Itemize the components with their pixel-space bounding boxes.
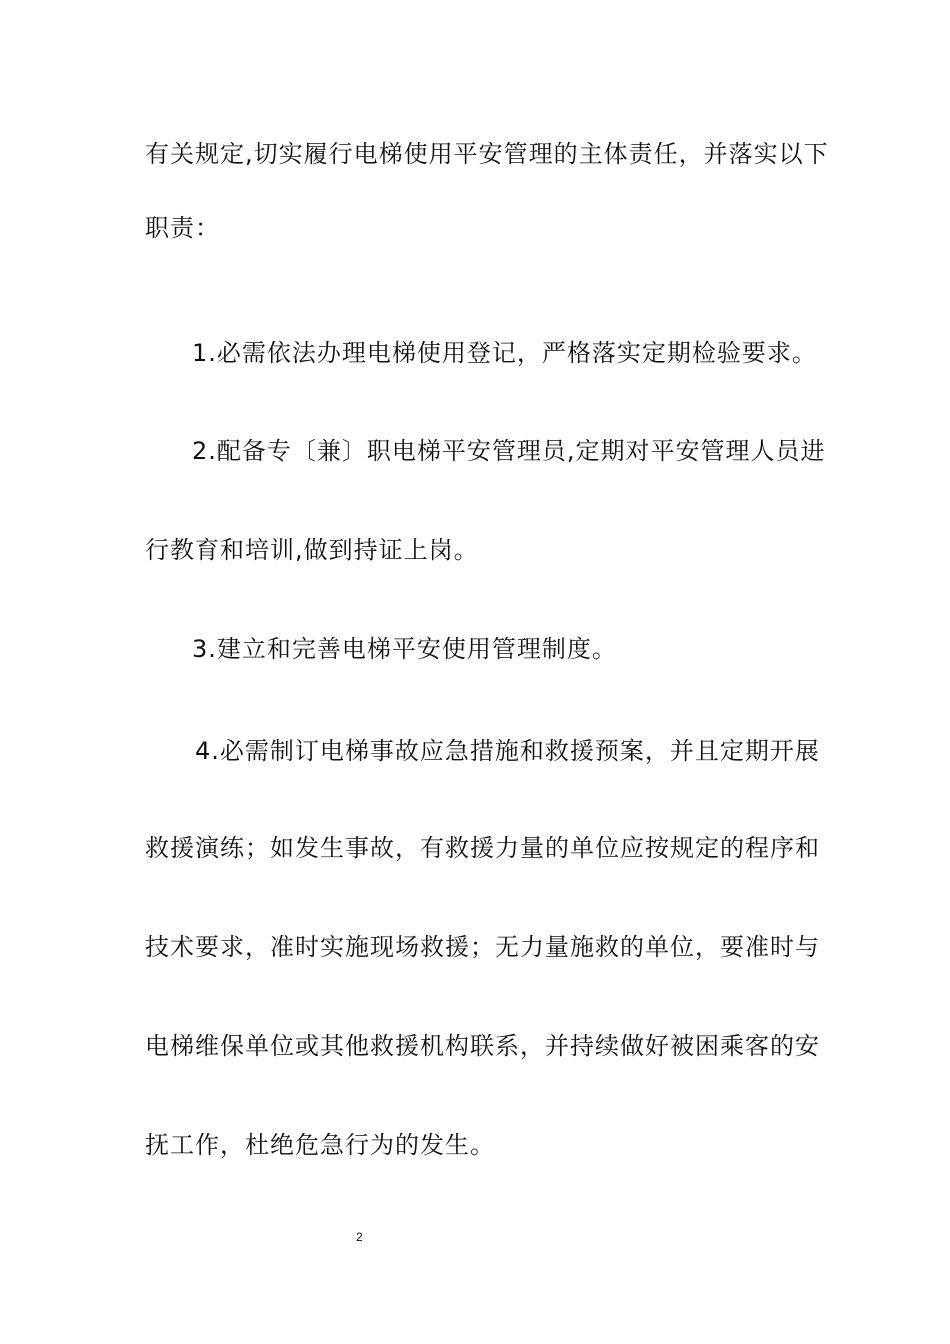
- list-item-2-line-1: 2.配备专〔兼〕职电梯平安管理员,定期对平安管理人员进: [192, 437, 826, 465]
- list-item-4-line-1: 4.必需制订电梯事故应急措施和救援预案，并且定期开展: [195, 737, 820, 765]
- list-item-3: 3.建立和完善电梯平安使用管理制度。: [192, 635, 617, 663]
- list-item-2-line-2: 行教育和培训,做到持证上岗。: [145, 536, 479, 564]
- list-item-1: 1.必需依法办理电梯使用登记，严格落实定期检验要求。: [192, 339, 817, 367]
- list-item-4-line-2: 救援演练；如发生事故，有救援力量的单位应按规定的程序和: [145, 834, 820, 862]
- list-item-4-line-3: 技术要求，准时实施现场救援；无力量施救的单位，要准时与: [145, 933, 820, 961]
- page-number: 2: [356, 1230, 363, 1244]
- list-item-4-line-5: 抚工作，杜绝危急行为的发生。: [145, 1131, 495, 1159]
- text-line-1: 有关规定,切实履行电梯使用平安管理的主体责任，并落实以下: [145, 140, 829, 168]
- list-item-4-line-4: 电梯维保单位或其他救援机构联系，并持续做好被困乘客的安: [145, 1032, 820, 1060]
- text-line-2: 职责：: [145, 214, 220, 242]
